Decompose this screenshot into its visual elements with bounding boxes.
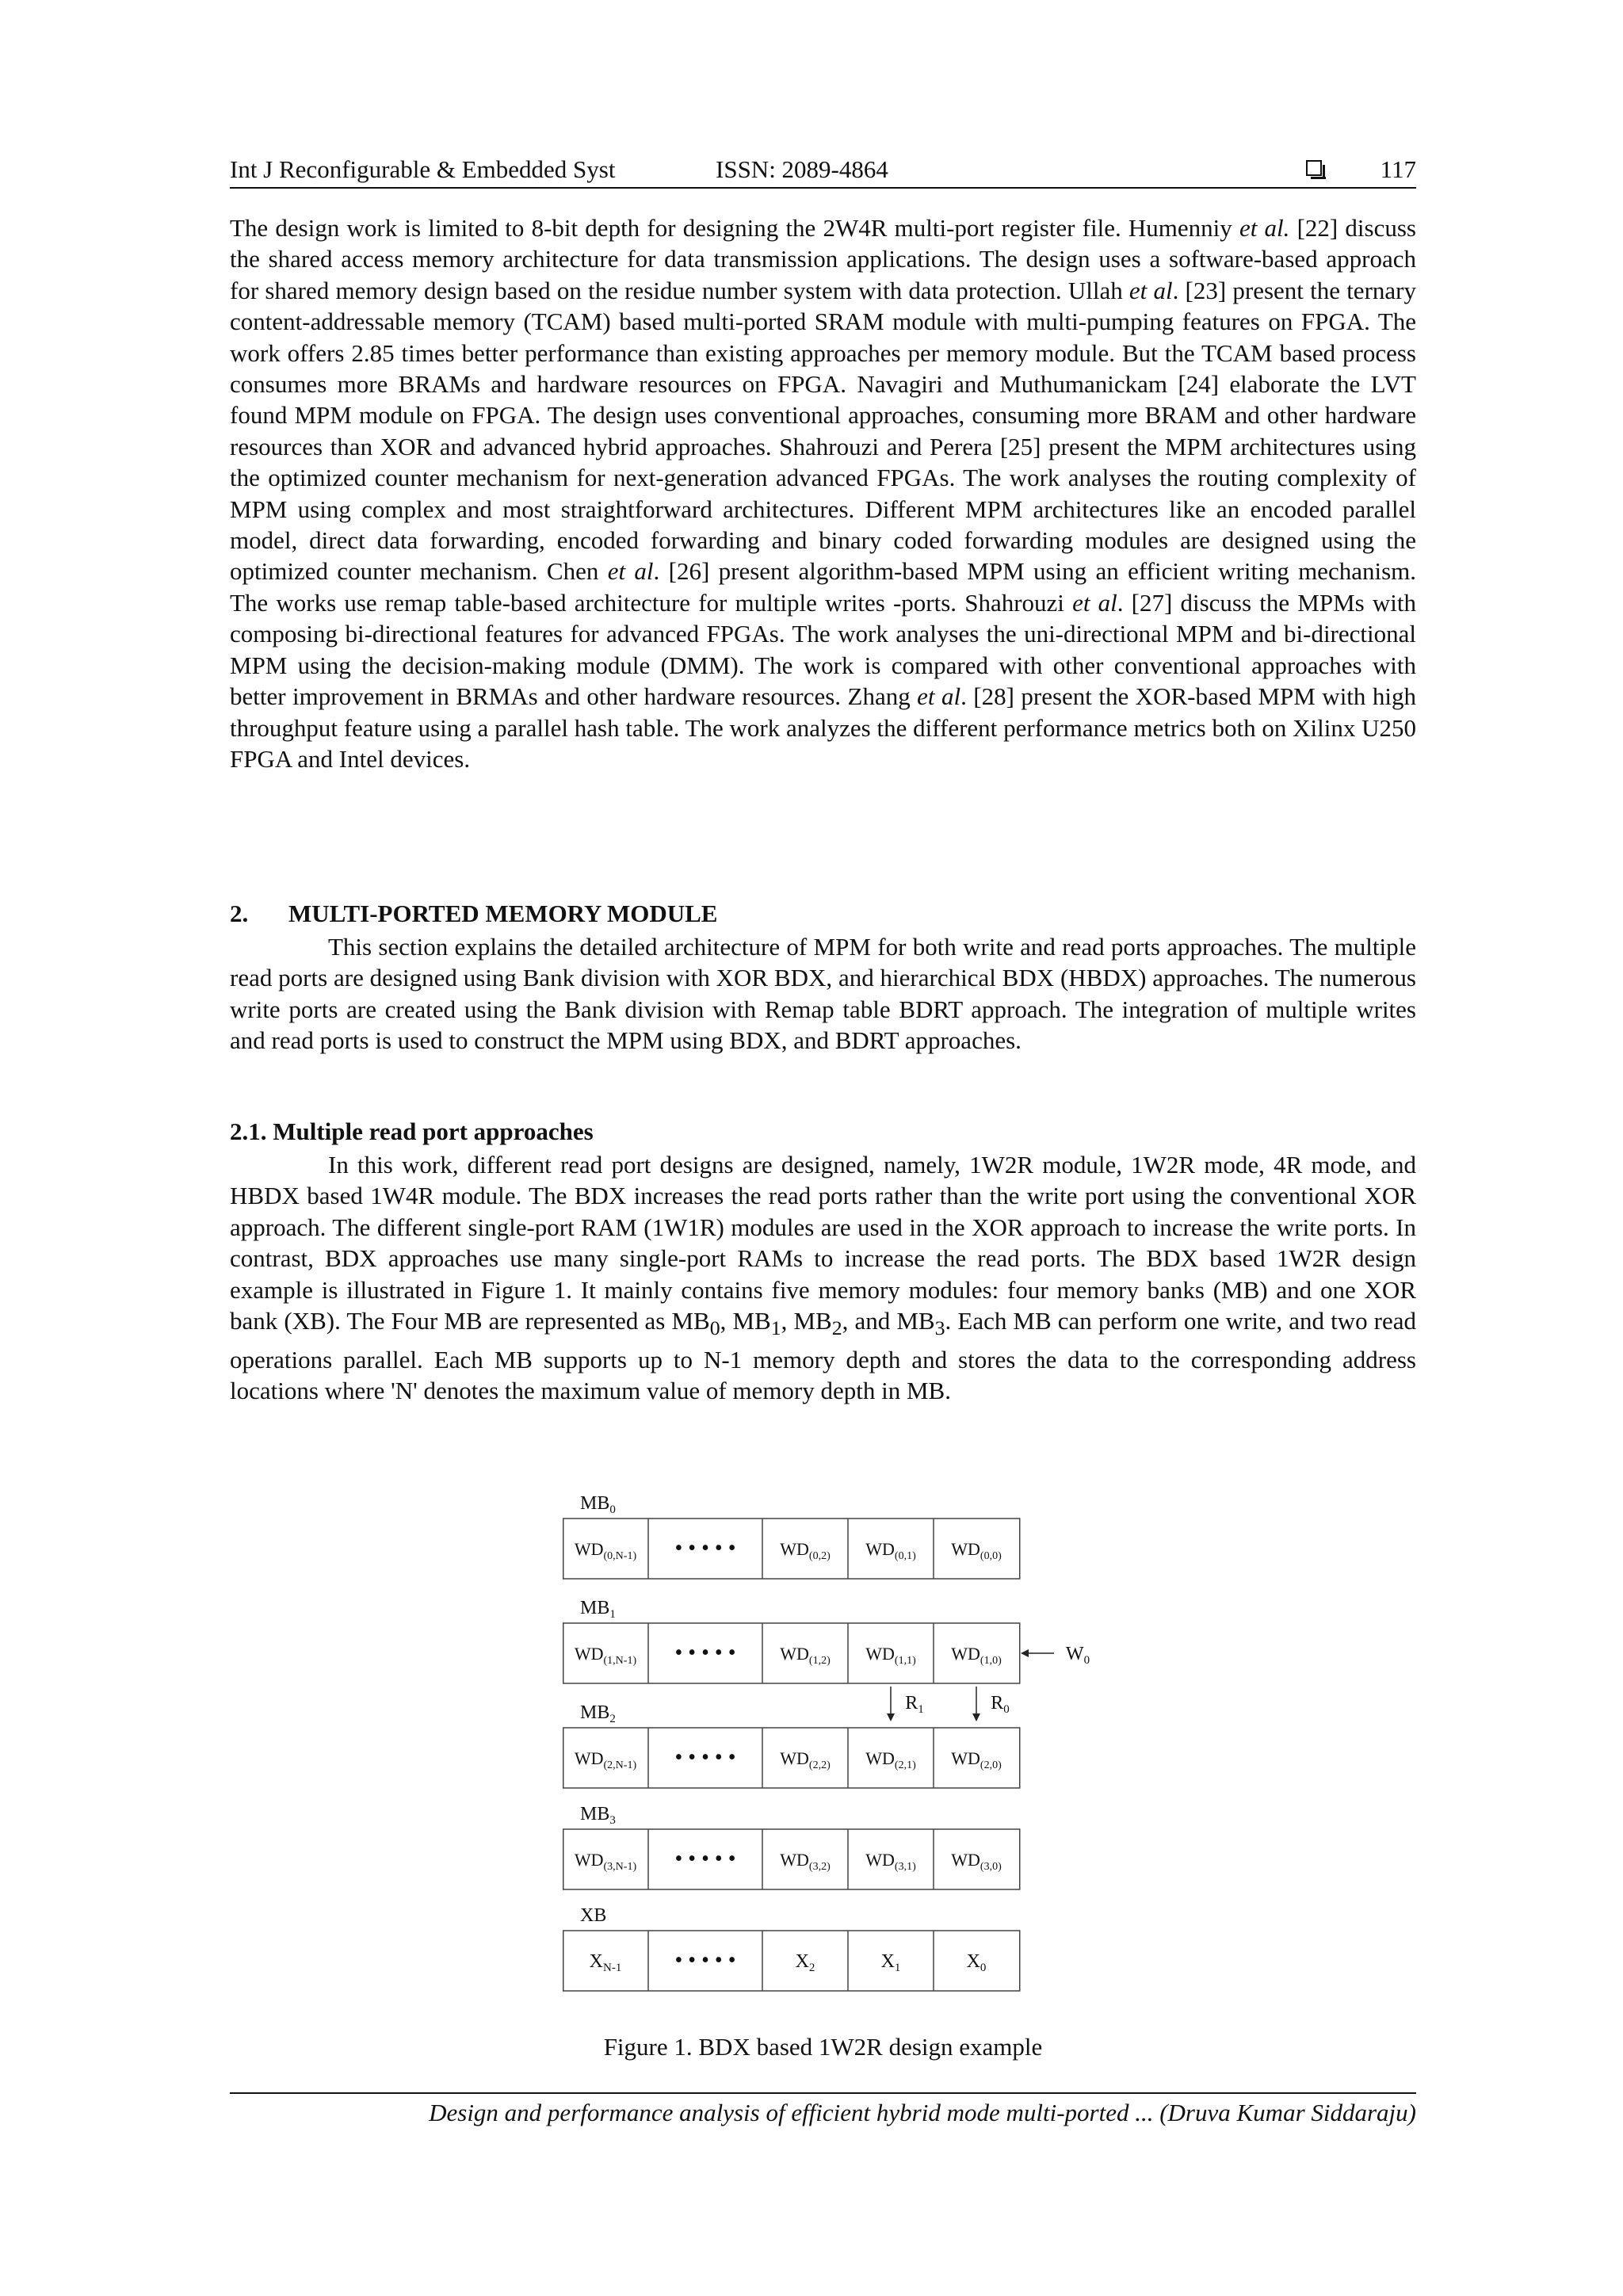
- text-run: . Each MB can perform one write, and two read operations parallel. Each MB supports up to N-1 memory depth and stores the data to the corresponding address locations where 'N' denotes the maximum value of memory depth in MB.: [230, 1307, 1416, 1405]
- bank-label: $MB_0$: [580, 1493, 616, 1516]
- memory-cell: $WD_{(2,0)}$: [951, 1748, 1002, 1771]
- memory-cell: $WD_{(0,N-1)}$: [574, 1539, 637, 1562]
- paragraph-read-ports: [230, 1149, 1416, 1406]
- memory-cell: $X_1$: [880, 1951, 901, 1974]
- text-run-italic: et al: [1072, 588, 1117, 617]
- read-arrow-head: [887, 1713, 895, 1721]
- text-run: . [26] present algorithm-based MPM using an efficient writing mechanism. The works use remap table-based architecture for multiple writes -ports. Shahrouzi: [230, 557, 1416, 617]
- read-arrow-head: [972, 1713, 980, 1721]
- running-footer: Design and performance analysis of efficient hybrid mode multi-ported ... (Druva Kumar Siddaraju): [429, 2099, 1416, 2126]
- write-arrow-head: [1021, 1649, 1029, 1657]
- bank-label: XB: [580, 1905, 607, 1926]
- text-run: [22] discuss the shared access memory architecture for data transmission applications. The design uses a software-based approach for shared memory design based on the residue number system with data protection. Ullah: [230, 214, 1416, 304]
- page-number: 117: [1380, 155, 1416, 183]
- memory-cell: $WD_{(0,1)}$: [865, 1539, 916, 1562]
- section-number: 2.: [230, 900, 249, 927]
- bank-label: $MB_1$: [580, 1598, 616, 1621]
- memory-cell: $WD_{(2,2)}$: [780, 1748, 831, 1771]
- text-run: . [23] present the ternary content-addressable memory (TCAM) based multi-ported SRAM module with multi-pumping features on FPGA. The work offers 2.85 times better performance than existing approaches per memory module. But the TCAM based process consumes more BRAMs and hardware resources on FPGA. Navagiri and Muthumanickam [24] elaborate the LVT found MPM module on FPGA. The design uses conventional approaches, consuming more BRAM and other hardware resources than XOR and advanced hybrid approaches. Shahrouzi and Perera [25] present the MPM architectures using the optimized counter mechanism for next-generation advanced FPGAs. The work analyses the routing complexity of MPM using complex and most straightforward architectures. Different MPM architectures like an encoded parallel model, direct data forwarding, encoded forwarding and binary coded forwarding modules are designed using the optimized counter mechanism. Chen: [230, 276, 1416, 586]
- ellipsis-dots: • • • • •: [674, 1745, 736, 1770]
- page-header: [230, 155, 1416, 190]
- bank-label: $MB_3$: [580, 1804, 616, 1827]
- subscript: 3: [934, 1316, 945, 1340]
- ellipsis-dots: • • • • •: [674, 1948, 736, 1973]
- memory-cell: $X_0$: [966, 1951, 987, 1974]
- text-run: The design work is limited to 8-bit depth for designing the 2W4R multi-port register file. Humenniy: [230, 214, 1239, 242]
- figure-caption: Figure 1. BDX based 1W2R design example: [603, 2033, 1043, 2061]
- text-run-italic: et al: [1128, 276, 1173, 304]
- header-divider: [230, 187, 1416, 189]
- subscript: 0: [709, 1316, 720, 1340]
- ellipsis-dots: • • • • •: [674, 1847, 736, 1871]
- memory-cell: $X_2$: [795, 1951, 815, 1974]
- memory-cell: $WD_{(3,N-1)}$: [574, 1850, 637, 1873]
- memory-cell: $WD_{(3,0)}$: [951, 1850, 1002, 1873]
- text-run: , and MB: [842, 1307, 935, 1335]
- text-run: , MB: [781, 1307, 832, 1335]
- memory-cell: $WD_{(0,0)}$: [951, 1539, 1002, 1562]
- text-run-italic: et al: [607, 557, 654, 586]
- memory-cell: $WD_{(2,N-1)}$: [574, 1748, 637, 1771]
- bank-box: [563, 1931, 1020, 1991]
- text-run: . [28] present the XOR-based MPM with high throughput feature using a parallel hash table. The work analyzes the different performance metrics both on Xilinx U250 FPGA and Intel devices.: [230, 682, 1416, 773]
- subscript: 1: [770, 1316, 781, 1340]
- subsection-heading: 2.1. Multiple read port approaches: [230, 1117, 594, 1145]
- paragraph-section-intro: This section explains the detailed architecture of MPM for both write and read ports approaches. The multiple read ports are designed using Bank division with XOR BDX, and hierarchical BDX (HBDX) approaches. The numerous write ports are created using the Bank division with Remap table BDRT approach. The integration of multiple writes and read ports is used to construct the MPM using BDX, and BDRT approaches.: [230, 933, 1416, 1055]
- diagram-svg: [563, 1490, 1117, 2029]
- text-run: . [27] discuss the MPMs with composing bi-directional features for advanced FPGAs. The work analyses the uni-directional MPM and bi-directional MPM using the decision-making module (DMM). The work is compared with other conventional approaches with better improvement in BRMAs and other hardware resources. Zhang: [230, 588, 1416, 711]
- text-run: In this work, different read port designs are designed, namely, 1W2R module, 1W2R mode, 4R mode, and HBDX based 1W4R module. The BDX increases the read ports rather than the write port using the conventional XOR approach. The different single-port RAM (1W1R) modules are used in the XOR approach to increase the write ports. In contrast, BDX approaches use many single-port RAMs to increase the read ports. The BDX based 1W2R design example is illustrated in Figure 1. It mainly contains five memory modules: four memory banks (MB) and one XOR bank (XB). The Four MB are represented as MB: [230, 1151, 1416, 1335]
- memory-cell: $WD_{(3,2)}$: [780, 1850, 831, 1873]
- issn: ISSN: 2089-4864: [716, 155, 888, 183]
- memory-cell: $WD_{(3,1)}$: [865, 1850, 916, 1873]
- subscript: 2: [831, 1316, 842, 1340]
- memory-cell: $WD_{(1,1)}$: [865, 1644, 916, 1667]
- figure-bdx-diagram: [563, 1490, 1117, 2029]
- memory-cell: $WD_{(2,1)}$: [865, 1748, 916, 1771]
- bank-label: $MB_2$: [580, 1702, 616, 1725]
- section-heading: [230, 900, 717, 928]
- read-port-label: $R_1$: [905, 1693, 924, 1716]
- paragraph-related-work: [230, 212, 1416, 774]
- memory-cell: $WD_{(0,2)}$: [780, 1539, 831, 1562]
- memory-cell: $WD_{(1,2)}$: [780, 1644, 831, 1667]
- section-title: MULTI-PORTED MEMORY MODULE: [288, 900, 718, 927]
- ellipsis-dots: • • • • •: [674, 1641, 736, 1665]
- box-icon: [1306, 160, 1322, 176]
- text-run: , MB: [720, 1307, 771, 1335]
- write-port-label: $W_0$: [1065, 1644, 1090, 1667]
- footer-divider: [230, 2092, 1416, 2094]
- memory-cell: $WD_{(1,0)}$: [951, 1644, 1002, 1667]
- text-run-italic: et al.: [1239, 214, 1290, 242]
- read-port-label: $R_0$: [991, 1693, 1010, 1716]
- memory-cell: $WD_{(1,N-1)}$: [574, 1644, 637, 1667]
- memory-cell: $X_{N-1}$: [589, 1951, 622, 1974]
- journal-name: Int J Reconfigurable & Embedded Syst: [230, 155, 616, 183]
- ellipsis-dots: • • • • •: [674, 1536, 736, 1561]
- text-run-italic: et al: [917, 682, 961, 711]
